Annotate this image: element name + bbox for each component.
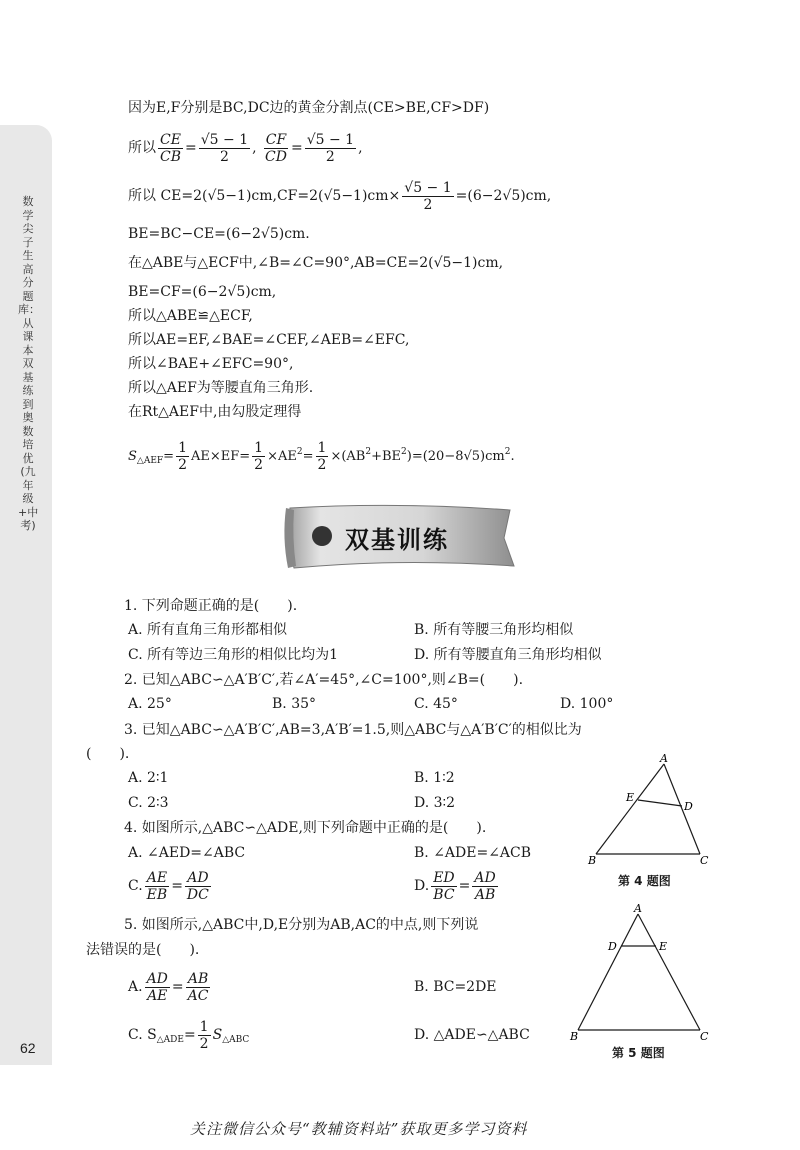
fig4-label-b: B	[588, 854, 597, 867]
fig5-side-ac	[638, 914, 700, 1030]
fig5-label-a: A	[634, 902, 642, 915]
q5-option-b: B. BC=2DE	[414, 979, 497, 995]
section-title: 双基训练	[345, 526, 449, 554]
fig5-side-ab	[578, 914, 638, 1030]
footer-watermark: 关注微信公众号“教辅资料站”获取更多学习资料	[190, 1120, 528, 1138]
q2-option-b: B. 35°	[272, 696, 317, 712]
fig5-label-b: B	[570, 1030, 579, 1043]
q4-option-b: B. ∠ADE=∠ACB	[414, 845, 532, 861]
solution-line-7: 所以△ABE≌△ECF,	[128, 308, 253, 324]
solution-line-8: 所以AE=EF,∠BAE=∠CEF,∠AEB=∠EFC,	[128, 332, 410, 348]
question-3: 3. 已知△ABC∽△A′B′C′,AB=3,A′B′=1.5,则△ABC与△A′B′C′的相似比为	[124, 722, 582, 738]
figure-5	[566, 900, 716, 1044]
figure-4-caption: 第 4 题图	[618, 874, 671, 888]
fig5-label-d: D	[608, 940, 617, 953]
q1-option-b: B. 所有等腰三角形均相似	[414, 622, 574, 638]
q3-option-c: C. 2∶3	[128, 795, 169, 811]
solution-line-3: 所以 CE=2(√5−1)cm,CF=2(√5−1)cm× $\frac{√5 - 1}{2}$ =(6−2√5)cm,	[128, 179, 552, 213]
fig4-segment-ed	[638, 800, 682, 806]
fig4-side-ac	[664, 764, 700, 854]
question-3-paren: ( ).	[86, 746, 130, 762]
banner-bullet-icon	[312, 526, 332, 546]
fig5-label-e: E	[659, 940, 668, 953]
solution-line-9: 所以∠BAE+∠EFC=90°,	[128, 356, 294, 372]
page-number: 62	[20, 1040, 36, 1056]
q1-option-d: D. 所有等腰直角三角形均相似	[414, 647, 602, 663]
q5-option-c: C. $S_{\triangle ADE}=$ $\frac{1}{2}$ $S_{\triangle ABC}$	[128, 1018, 250, 1052]
fig4-label-a: A	[660, 752, 668, 765]
q3-option-b: B. 1∶2	[414, 770, 455, 786]
solution-line-1: 因为E,F分别是BC,DC边的黄金分割点(CE>BE,CF>DF)	[128, 100, 490, 116]
q3-option-a: A. 2∶1	[128, 770, 169, 786]
solution-line-12: $S_{\triangle AEF}=$ $\frac{1}{2}$ AE×EF= $\frac{1}{2}$ $\times AE^2=$ $\frac{1}{2}$ $\times(AB^2+BE^2)=(20-8√5)cm^2$.	[128, 440, 515, 473]
q4-option-d: D. $\frac{ED}{BC}$ = $\frac{AD}{AB}$	[414, 869, 496, 903]
question-2: 2. 已知△ABC∽△A′B′C′,若∠A′=45°,∠C=100°,则∠B=( ).	[124, 672, 524, 688]
q2-option-c: C. 45°	[414, 696, 458, 712]
q2-option-d: D. 100°	[560, 696, 614, 712]
q2-option-a: A. 25°	[128, 696, 172, 712]
solution-line-11: 在Rt△AEF中,由勾股定理得	[128, 404, 302, 420]
question-4: 4. 如图所示,△ABC∽△ADE,则下列命题中正确的是( ).	[124, 820, 487, 836]
q1-option-c: C. 所有等边三角形的相似比均为1	[128, 647, 339, 663]
q5-option-a: A. $\frac{AD}{AE}$ = $\frac{AB}{AC}$	[128, 970, 209, 1004]
q3-option-d: D. 3∶2	[414, 795, 456, 811]
fig4-side-ab	[596, 764, 664, 854]
fig5-label-c: C	[700, 1030, 709, 1043]
solution-line-5: 在△ABE与△ECF中,∠B=∠C=90°,AB=CE=2(√5−1)cm,	[128, 255, 504, 271]
fig4-label-c: C	[700, 854, 709, 867]
figure-5-caption: 第 5 题图	[612, 1046, 665, 1060]
figure-4	[586, 752, 716, 868]
q1-option-a: A. 所有直角三角形都相似	[128, 622, 288, 638]
fig4-label-d: D	[684, 800, 693, 813]
q4-option-c: C. $\frac{AE}{EB}$ = $\frac{AD}{DC}$	[128, 869, 209, 903]
fig4-label-e: E	[626, 791, 635, 804]
solution-line-10: 所以△AEF为等腰直角三角形.	[128, 380, 314, 396]
question-1: 1. 下列命题正确的是( ).	[124, 598, 298, 614]
question-5: 5. 如图所示,△ABC中,D,E分别为AB,AC的中点,则下列说	[124, 917, 479, 933]
solution-line-2: 所以 $\frac{CE}{CB}$ = $\frac{√5 - 1}{2}$ , $\frac{CF}{CD}$ = $\frac{√5 - 1}{2}$ ,	[128, 131, 363, 165]
question-5-cont: 法错误的是( ).	[86, 942, 200, 958]
solution-line-6: BE=CF=(6−2√5)cm,	[128, 284, 277, 300]
q5-option-d: D. △ADE∽△ABC	[414, 1027, 530, 1043]
solution-line-4: BE=BC−CE=(6−2√5)cm.	[128, 226, 310, 242]
q4-option-a: A. ∠AED=∠ABC	[128, 845, 246, 861]
book-series-title: 数学尖子生高分题库：从课本双基练到奥数培优(九年级+中考)	[18, 195, 40, 532]
